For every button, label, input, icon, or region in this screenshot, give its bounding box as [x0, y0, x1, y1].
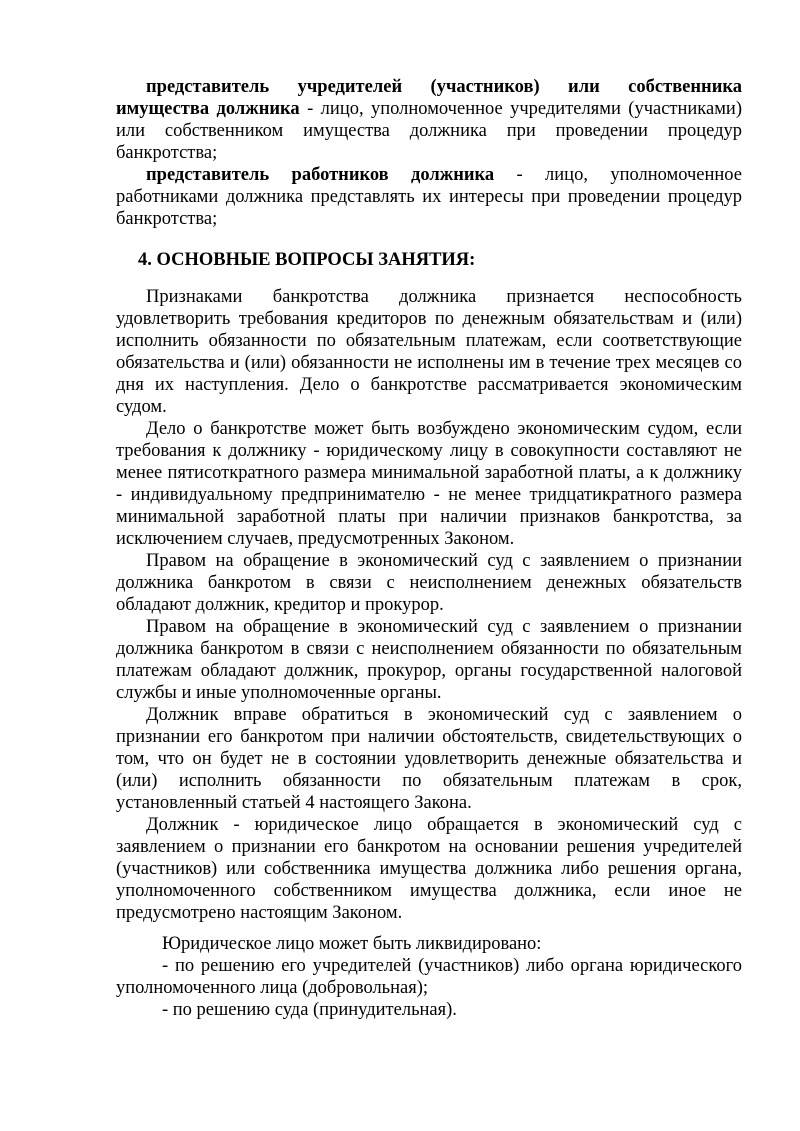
definition-term: представитель учредителей (участников) или собственника имущества должника	[116, 77, 742, 119]
definitions-section	[116, 76, 742, 230]
body-paragraph: Правом на обращение в экономический суд с заявлением о признании должника банкротом в связи с неисполнением денежных обязательств обладают должник, кредитор и прокурор.	[116, 551, 742, 615]
definition-term: представитель работников должника	[146, 165, 495, 185]
liquidation-intro: Юридическое лицо может быть ликвидировано:	[162, 934, 542, 954]
definition-text: - лицо, уполномоченное учредителями (участниками) или собственником имущества должника при проведении процедур банкротства;	[116, 99, 742, 163]
body-paragraph: Должник - юридическое лицо обращается в экономический суд с заявлением о признании его банкротом на основании решения учредителей (участников) или собственника имущества должника либо решения органа, уполномоченного собственником имущества должника, если иное не предусмотрено настоящим Законом.	[116, 815, 742, 923]
liquidation-section	[116, 933, 742, 1021]
definition-text: - лицо, уполномоченное работниками должника представлять их интересы при проведении процедур банкротства;	[116, 165, 742, 229]
body-section	[116, 286, 742, 924]
body-paragraph: Признаками банкротства должника признается неспособность удовлетворить требования кредиторов по денежным обязательствам и (или) исполнить обязанности по обязательным платежам, если соответствующие обязательства и (или) обязанности не исполнены им в течение трех месяцев со дня их наступления. Дело о банкротстве рассматривается экономическим судом.	[116, 287, 742, 417]
body-paragraph: Должник вправе обратиться в экономический суд с заявлением о признании его банкротом при наличии обстоятельств, свидетельствующих о том, что он будет не в состоянии удовлетворить денежные обязательства и (или) исполнить обязанности по обязательным платежам в срок, установленный статьей 4 настоящего Закона.	[116, 705, 742, 813]
section-heading: 4. ОСНОВНЫЕ ВОПРОСЫ ЗАНЯТИЯ:	[138, 250, 476, 270]
body-paragraph: Правом на обращение в экономический суд с заявлением о признании должника банкротом в связи с неисполнением обязанности по обязательным платежам обладают должник, прокурор, органы государственной налоговой службы и иные уполномоченные органы.	[116, 617, 742, 703]
liquidation-list-item: - по решению суда (принудительная).	[162, 1000, 457, 1020]
body-paragraph: Дело о банкротстве может быть возбуждено экономическим судом, если требования к должнику - юридическому лицу в совокупности составляют не менее пятисоткратного размера минимальной заработной платы, а к должнику - индивидуальному предпринимателю - не менее тридцатикратного размера минимальной заработной платы при наличии признаков банкротства, за исключением случаев, предусмотренных Законом.	[116, 419, 742, 549]
definition-paragraph	[116, 76, 742, 164]
definition-paragraph	[116, 164, 742, 230]
liquidation-list-item: - по решению его учредителей (участников) либо органа юридического уполномоченного лица (добровольная);	[116, 956, 742, 998]
